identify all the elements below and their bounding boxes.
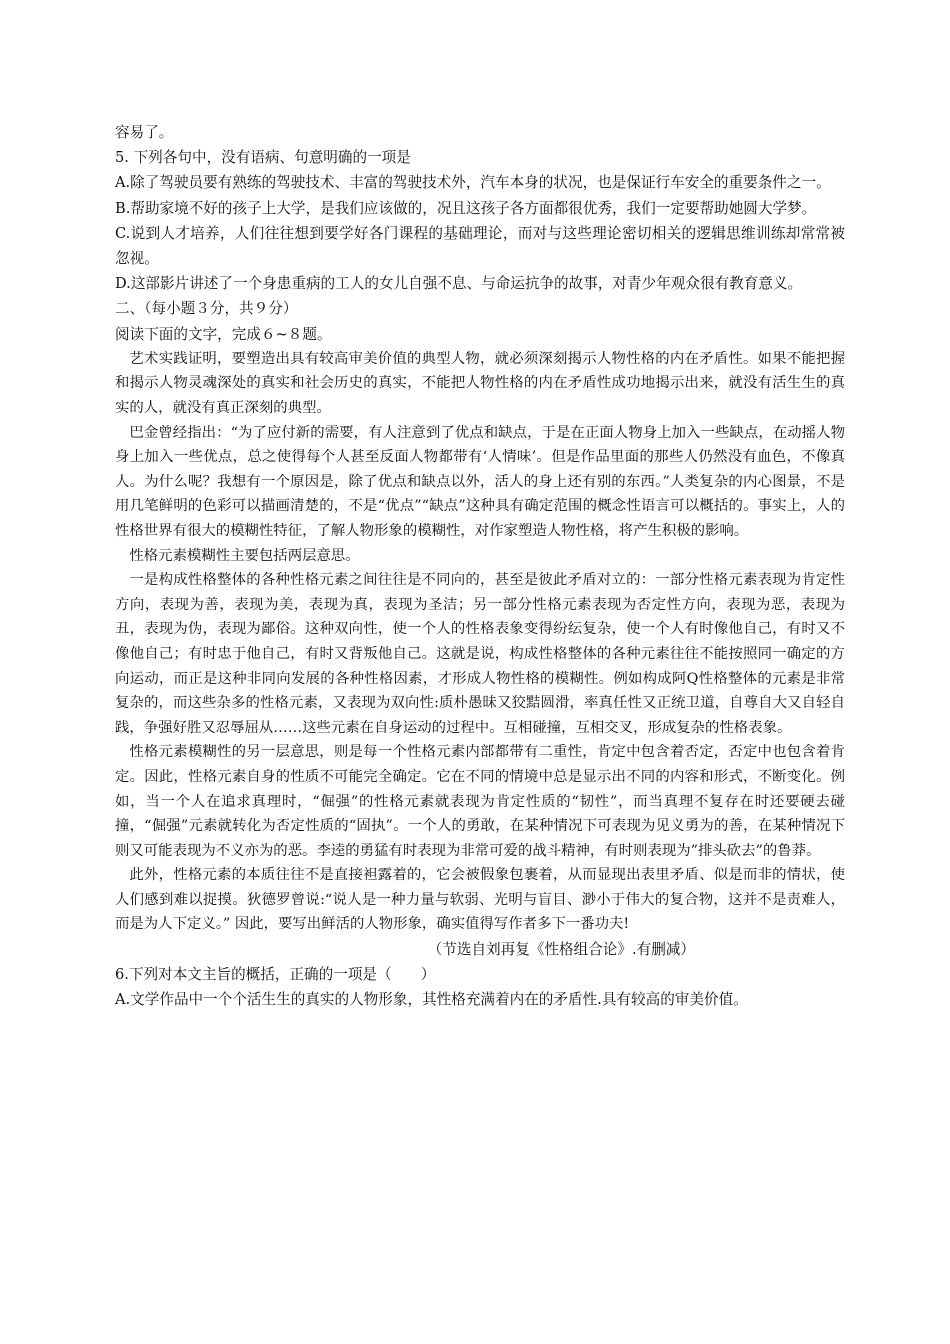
question-5-option-c: C.说到人才培养，人们往往想到要学好各门课程的基础理论，而对与这些理论密切相关的逻辑思维训练却常常被忽视。 — [115, 224, 845, 268]
document-page — [115, 120, 845, 1012]
passage-paragraph-4: 一是构成性格整体的各种性格元素之间往往是不同向的，甚至是彼此矛盾对立的：一部分性格元素表现为肯定性方向，表现为善，表现为美，表现为真，表现为圣洁；另一部分性格元素表现为否定性方向，表现为恶，表现为丑，表现为伪，表现为鄙俗。这种双向性，使一个人的性格表象变得纷纭复杂，使一个人有时像他自己，有时又不像他自己；有时忠于他自己，有时又背叛他自己。这就是说，构成性格整体的各种元素往往不能按照同一确定的方向运动，而正是这种非同向发展的各种性格因素，才形成人物性格的模糊性。例如构成阿Q性格整体的元素是非常复杂的，而这些杂多的性格元素，又表现为双向性:质朴愚昧又狡黠圆滑，率真任性又正统卫道，自尊自大又自轻自践，争强好胜又忍辱屈从……这些元素在自身运动的过程中。互相碰撞，互相交叉，形成复杂的性格表象。 — [115, 572, 845, 736]
question-6-option-a: A.文学作品中一个个活生生的真实的人物形象，其性格充满着内在的矛盾性.具有较高的审美价值。 — [115, 991, 748, 1009]
intro-tail: 容易了。 — [115, 124, 174, 141]
question-5-option-b: B.帮助家境不好的孩子上大学，是我们应该做的，况且这孩子各方面都很优秀，我们一定要帮助她圆大学梦。 — [115, 199, 817, 217]
question-6-stem: 6.下列对本文主旨的概括，正确的一项是（ ） — [115, 966, 436, 984]
section-2-instruction: 阅读下面的文字，完成６~８题。 — [115, 325, 332, 343]
question-5-option-d: D.这部影片讲述了一个身患重病的工人的女儿自强不息、与命运抗争的故事，对青少年观众很有教育意义。 — [115, 275, 803, 293]
passage-paragraph-5: 性格元素模糊性的另一层意思，则是每一个性格元素内部都带有二重性，肯定中包含着否定，否定中也包含着肯定。因此，性格元素自身的性质不可能完全确定。它在不同的情境中总是显示出不同的内容和形式，不断变化。例如，当一个人在追求真理时，“倔强”的性格元素就表现为肯定性质的“韧性”，而当真理不复存在时还要硬去碰撞，“倔强”元素就转化为否定性质的“固执”。一个人的勇敢，在某种情况下可表现为见义勇为的善，在某种情况下则又可能表现为不义亦为的恶。李逵的勇猛有时表现为非常可爱的战斗精神，有时则表现为”排头砍去”的鲁莽。 — [115, 744, 845, 859]
question-5-option-a: A.除了驾驶员要有熟练的驾驶技术、丰富的驾驶技术外，汽车本身的状况，也是保证行车安全的重要条件之一。 — [115, 174, 831, 192]
passage-paragraph-2: 巴金曾经指出：“为了应付新的需要，有人注意到了优点和缺点，于是在正面人物身上加入一些缺点，在动摇人物身上加入一些优点，总之使得每个人甚至反面人物都带有‘人情味’。但是作品里面的那些人仍然没有血色，不像真人。为什么呢？我想有一个原因是，除了优点和缺点以外，活人的身上还有别的东西。”人类复杂的内心图景，不是用几笔鲜明的色彩可以描画清楚的，不是“优点”“缺点”这种具有确定范围的概念性语言可以概括的。事实上，人的性格世界有很大的模糊性特征，了解人物形象的模糊性，对作家塑造人物性格，将产生积极的影响。 — [115, 424, 845, 539]
passage-paragraph-3: 性格元素模糊性主要包括两层意思。 — [129, 547, 360, 564]
question-5-stem: 5. 下列各句中，没有语病、句意明确的一项是 — [115, 149, 411, 167]
section-2-heading: 二、（每小题３分，共９分） — [115, 300, 298, 318]
passage-paragraph-6: 此外，性格元素的本质往往不是直接袒露着的，它会被假象包裹着，从而显现出表里矛盾、似是而非的情状，使人们感到难以捉摸。狄德罗曾说:“说人是一种力量与软弱、光明与盲目、渺小于伟大的复合物，这并不是责难人，而是为人下定义。” 因此，要写出鲜活的人物形象，确实值得写作者多下一番功夫! — [115, 867, 845, 933]
passage-paragraph-1: 艺术实践证明，要塑造出具有较高审美价值的典型人物，就必须深刻揭示人物性格的内在矛盾性。如果不能把握和揭示人物灵魂深处的真实和社会历史的真实，不能把人物性格的内在矛盾性成功地揭示出来，就没有活生生的真实的人，就没有真正深刻的典型。 — [115, 350, 845, 417]
passage-source: （节选自刘再复《性格组合论》.有删减） — [427, 941, 695, 959]
reading-passage — [115, 347, 845, 937]
